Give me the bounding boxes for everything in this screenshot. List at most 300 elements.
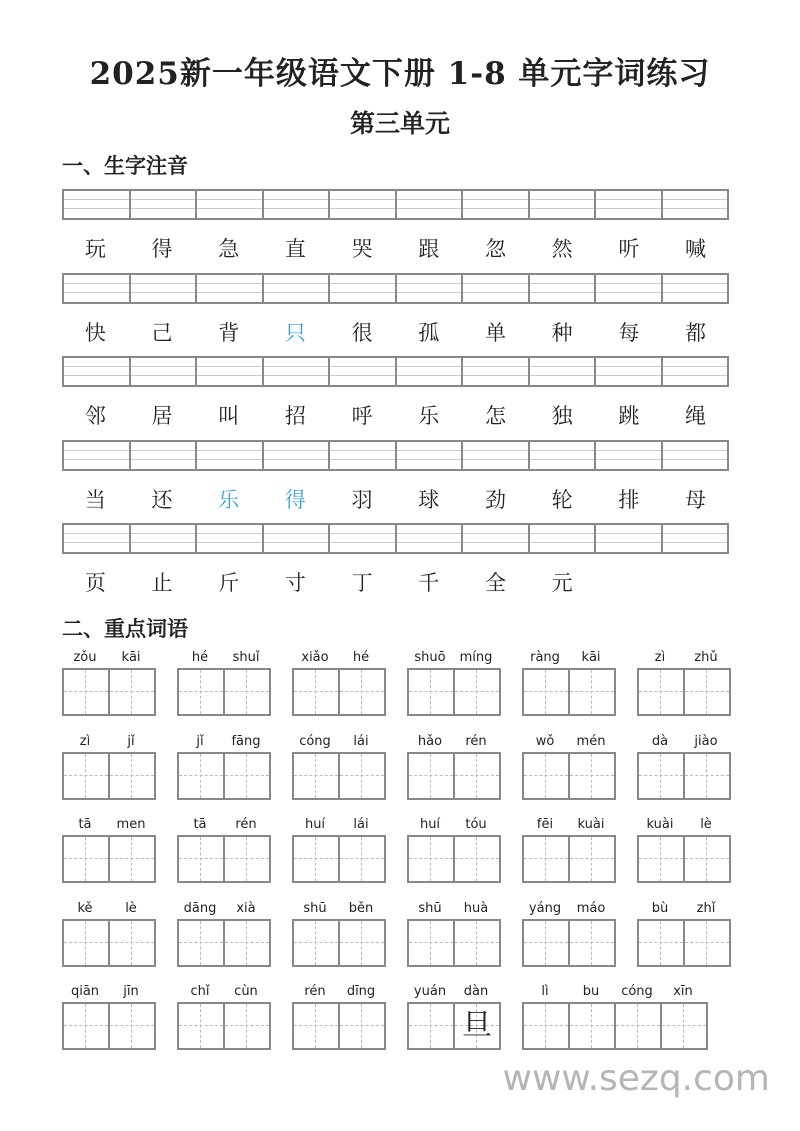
word-item	[62, 984, 156, 1050]
word-item	[177, 984, 271, 1050]
writing-box[interactable]	[340, 837, 384, 881]
pinyin-cell[interactable]	[264, 191, 331, 218]
word-item	[292, 901, 386, 967]
writing-box[interactable]	[639, 921, 685, 965]
word-item	[177, 817, 271, 883]
pinyin-label	[407, 984, 501, 1002]
character: 听	[618, 237, 640, 261]
character: 千	[418, 571, 440, 595]
writing-box[interactable]	[64, 1004, 110, 1048]
tianzige-boxes	[407, 668, 501, 716]
pinyin-syllable: shuō	[414, 650, 446, 665]
pinyin-cell[interactable]	[463, 442, 530, 469]
pinyin-syllable: dīng	[346, 984, 376, 999]
character: 喊	[685, 237, 707, 261]
writing-box[interactable]	[639, 837, 685, 881]
pinyin-cell[interactable]	[131, 442, 198, 469]
word-item	[292, 817, 386, 883]
writing-box[interactable]	[639, 670, 685, 714]
character-row	[62, 567, 729, 597]
writing-box[interactable]	[524, 837, 570, 881]
pinyin-cell[interactable]	[463, 275, 530, 302]
character: 玩	[84, 237, 106, 261]
writing-box[interactable]	[685, 837, 729, 881]
character: 种	[551, 320, 573, 345]
writing-box[interactable]	[570, 1004, 616, 1048]
pinyin-syllable: men	[116, 817, 146, 832]
word-item	[637, 817, 731, 883]
word-item	[522, 734, 616, 800]
pinyin-label	[62, 817, 156, 835]
writing-box[interactable]	[409, 1004, 455, 1048]
pinyin-cell[interactable]	[330, 275, 397, 302]
word-item	[407, 984, 501, 1050]
pinyin-syllable: běn	[348, 900, 374, 916]
pinyin-cell[interactable]	[330, 191, 397, 218]
pinyin-syllable: cóng	[299, 733, 331, 749]
pinyin-syllable: cùn	[234, 984, 258, 999]
character: 只	[284, 320, 306, 345]
word-item	[637, 901, 731, 967]
writing-box[interactable]	[179, 670, 225, 714]
character: 全	[484, 571, 506, 595]
word-item	[522, 817, 616, 883]
pinyin-label	[637, 901, 731, 919]
pinyin-label	[292, 984, 386, 1002]
character: 乐	[218, 487, 240, 512]
writing-box[interactable]	[570, 921, 614, 965]
character: 怎	[484, 404, 506, 428]
pinyin-syllable: xià	[236, 900, 256, 916]
character: 母	[685, 487, 707, 512]
tianzige-boxes	[292, 668, 386, 716]
unit-title: 第三单元	[349, 109, 450, 138]
pinyin-cell[interactable]	[397, 275, 464, 302]
pinyin-syllable: huí	[304, 817, 326, 832]
pinyin-syllable: lì	[541, 984, 549, 999]
tianzige-boxes	[177, 668, 271, 716]
character: 绳	[685, 404, 707, 428]
pinyin-cell[interactable]	[530, 358, 597, 385]
pinyin-syllable: dāng	[183, 900, 217, 916]
tianzige-boxes	[177, 752, 271, 800]
writing-box[interactable]	[225, 754, 269, 798]
pinyin-syllable: lái	[353, 733, 369, 749]
character: 得	[284, 487, 306, 512]
pinyin-syllable: bù	[651, 900, 669, 916]
character: 呼	[351, 404, 373, 428]
pinyin-syllable: kuài	[646, 817, 674, 832]
section-heading-words: 二、重点词语	[62, 616, 188, 641]
pinyin-cell[interactable]	[131, 275, 198, 302]
page-title: 2025新一年级语文下册 1-8 单元字词练习	[89, 56, 711, 92]
character: 背	[218, 320, 240, 345]
writing-box[interactable]	[294, 670, 340, 714]
pinyin-label	[637, 734, 731, 752]
pinyin-cell[interactable]	[64, 525, 131, 552]
pinyin-cell[interactable]	[397, 525, 464, 552]
character: 劲	[484, 487, 506, 512]
pinyin-syllable: shū	[418, 900, 442, 916]
pinyin-syllable: rén	[304, 984, 326, 999]
tianzige-boxes	[62, 752, 156, 800]
tianzige-boxes	[637, 835, 731, 883]
character: 直	[284, 237, 306, 261]
character: 轮	[551, 487, 573, 512]
character: 还	[151, 487, 173, 512]
writing-box[interactable]	[110, 921, 154, 965]
writing-box[interactable]	[110, 754, 154, 798]
pinyin-syllable: huí	[419, 817, 441, 832]
word-item	[407, 901, 501, 967]
pinyin-label	[62, 901, 156, 919]
pinyin-syllable: hǎo	[417, 733, 443, 749]
pinyin-cell[interactable]	[64, 442, 131, 469]
pinyin-label	[62, 734, 156, 752]
pinyin-syllable: yuán	[413, 984, 447, 999]
tianzige-boxes	[407, 835, 501, 883]
writing-box[interactable]	[294, 754, 340, 798]
pinyin-label	[177, 984, 271, 1002]
pinyin-label	[292, 650, 386, 668]
writing-box[interactable]	[225, 837, 269, 881]
word-item	[637, 650, 731, 716]
pinyin-syllable: dàn	[463, 984, 489, 999]
character: 跟	[418, 237, 440, 261]
tianzige-boxes	[637, 752, 731, 800]
word-item	[177, 650, 271, 716]
tianzige-boxes	[522, 835, 616, 883]
pinyin-label	[177, 901, 271, 919]
pinyin-syllable: hé	[352, 650, 370, 665]
pinyin-syllable: bu	[582, 984, 600, 999]
pinyin-syllable: wǒ	[535, 733, 555, 749]
writing-box[interactable]	[179, 921, 225, 965]
character-row	[62, 400, 729, 430]
word-item	[177, 901, 271, 967]
writing-box[interactable]	[685, 754, 729, 798]
character: 页	[84, 571, 106, 595]
character-row	[62, 317, 729, 347]
pinyin-cell[interactable]	[463, 358, 530, 385]
character-row	[62, 484, 729, 514]
tianzige-boxes	[522, 668, 616, 716]
character: 排	[618, 487, 640, 512]
character: 斤	[218, 571, 240, 595]
writing-box[interactable]	[340, 754, 384, 798]
writing-box[interactable]	[294, 921, 340, 965]
pinyin-syllable: tā	[193, 817, 207, 832]
pinyin-cell[interactable]	[131, 358, 198, 385]
pinyin-writing-grid[interactable]	[62, 440, 729, 471]
writing-box[interactable]	[179, 754, 225, 798]
character: 哭	[351, 237, 373, 261]
pinyin-syllable: kuài	[577, 817, 605, 832]
pinyin-cell[interactable]	[64, 275, 131, 302]
writing-box[interactable]	[685, 921, 729, 965]
pinyin-label	[62, 650, 156, 668]
pinyin-writing-grid[interactable]	[62, 356, 729, 387]
pinyin-label	[292, 817, 386, 835]
character: 居	[151, 404, 173, 428]
pinyin-syllable: lái	[353, 817, 369, 832]
pinyin-cell[interactable]	[530, 191, 597, 218]
writing-box[interactable]	[455, 921, 499, 965]
writing-box[interactable]	[110, 1004, 154, 1048]
watermark: www.sezq.com	[502, 1058, 770, 1099]
writing-box[interactable]	[570, 754, 614, 798]
character: 急	[218, 237, 240, 261]
pinyin-cell[interactable]	[596, 525, 663, 552]
tianzige-boxes	[62, 919, 156, 967]
character: 羽	[351, 487, 373, 512]
pinyin-cell[interactable]	[197, 358, 264, 385]
writing-box[interactable]	[179, 837, 225, 881]
word-item	[522, 650, 616, 716]
tianzige-boxes	[522, 919, 616, 967]
writing-box[interactable]	[455, 837, 499, 881]
pinyin-syllable: cóng	[621, 984, 653, 999]
pinyin-syllable: rén	[235, 817, 257, 832]
writing-box[interactable]	[409, 837, 455, 881]
pinyin-cell[interactable]	[64, 191, 131, 218]
pinyin-cell[interactable]	[663, 358, 728, 385]
writing-box[interactable]	[524, 670, 570, 714]
pinyin-syllable: shuǐ	[232, 650, 260, 665]
pinyin-syllable: yáng	[528, 900, 562, 916]
writing-box[interactable]	[225, 921, 269, 965]
pinyin-cell[interactable]	[264, 358, 331, 385]
section-heading-characters: 一、生字注音	[62, 153, 188, 178]
pinyin-syllable: fēi	[536, 817, 554, 832]
writing-box[interactable]	[662, 1004, 706, 1048]
pinyin-label	[407, 901, 501, 919]
tianzige-boxes	[292, 835, 386, 883]
word-item	[407, 734, 501, 800]
writing-box[interactable]	[616, 1004, 662, 1048]
writing-box[interactable]	[455, 754, 499, 798]
pinyin-cell[interactable]	[663, 275, 728, 302]
pinyin-cell[interactable]	[663, 525, 728, 552]
character-row	[62, 233, 729, 263]
pinyin-syllable: xiǎo	[301, 650, 329, 665]
pinyin-syllable: kě	[77, 900, 93, 916]
pinyin-cell[interactable]	[596, 358, 663, 385]
word-item	[177, 734, 271, 800]
writing-box[interactable]	[570, 837, 614, 881]
word-item	[292, 734, 386, 800]
writing-box[interactable]	[570, 670, 614, 714]
character: 跳	[618, 404, 640, 428]
pinyin-writing-grid[interactable]	[62, 523, 729, 554]
character: 得	[151, 237, 173, 261]
filled-character: 旦	[462, 1008, 492, 1043]
character: 孤	[418, 320, 440, 345]
pinyin-cell[interactable]	[596, 275, 663, 302]
character: 球	[418, 487, 440, 512]
writing-box[interactable]	[524, 921, 570, 965]
tianzige-boxes	[62, 1002, 156, 1050]
pinyin-label	[522, 650, 616, 668]
pinyin-syllable: zhǐ	[696, 900, 716, 916]
character: 快	[84, 320, 106, 345]
pinyin-syllable: zǒu	[73, 650, 97, 665]
character: 单	[484, 320, 506, 345]
word-item	[407, 650, 501, 716]
pinyin-cell[interactable]	[330, 358, 397, 385]
word-item	[637, 734, 731, 800]
writing-box[interactable]	[639, 754, 685, 798]
pinyin-cell[interactable]	[596, 442, 663, 469]
pinyin-syllable: jiào	[694, 733, 718, 749]
tianzige-boxes	[177, 1002, 271, 1050]
pinyin-label	[407, 650, 501, 668]
writing-box[interactable]	[225, 670, 269, 714]
character: 邻	[84, 404, 106, 428]
pinyin-cell[interactable]	[330, 525, 397, 552]
pinyin-label	[522, 984, 708, 1002]
character: 然	[551, 237, 573, 261]
word-item	[62, 734, 156, 800]
writing-box[interactable]	[64, 837, 110, 881]
pinyin-cell[interactable]	[663, 191, 728, 218]
pinyin-cell[interactable]	[530, 525, 597, 552]
pinyin-cell[interactable]	[330, 442, 397, 469]
tianzige-boxes	[62, 835, 156, 883]
word-item	[522, 901, 616, 967]
writing-box[interactable]	[340, 921, 384, 965]
writing-box[interactable]	[294, 837, 340, 881]
character: 独	[551, 404, 573, 428]
tianzige-boxes	[407, 919, 501, 967]
pinyin-label	[637, 817, 731, 835]
pinyin-writing-grid[interactable]	[62, 273, 729, 304]
pinyin-syllable: dà	[651, 733, 669, 749]
word-item	[292, 650, 386, 716]
character: 止	[151, 571, 173, 595]
pinyin-syllable: rén	[465, 733, 487, 749]
writing-box[interactable]	[340, 1004, 384, 1048]
pinyin-label	[62, 984, 156, 1002]
pinyin-syllable: chǐ	[190, 984, 210, 999]
writing-box[interactable]	[179, 1004, 225, 1048]
pinyin-cell[interactable]	[264, 275, 331, 302]
writing-box[interactable]	[685, 670, 729, 714]
character: 寸	[284, 571, 306, 595]
pinyin-syllable: lè	[125, 900, 137, 916]
writing-box[interactable]	[524, 754, 570, 798]
word-item	[407, 817, 501, 883]
word-item	[62, 650, 156, 716]
pinyin-syllable: qiān	[70, 984, 100, 999]
pinyin-cell[interactable]	[264, 442, 331, 469]
writing-box[interactable]	[409, 754, 455, 798]
pinyin-syllable: zhǔ	[694, 650, 718, 665]
tianzige-boxes	[407, 752, 501, 800]
tianzige-boxes	[292, 752, 386, 800]
character: 己	[151, 320, 173, 345]
pinyin-label	[522, 901, 616, 919]
character: 忽	[484, 237, 506, 261]
pinyin-syllable: máo	[576, 900, 606, 916]
writing-box[interactable]	[64, 921, 110, 965]
tianzige-boxes	[62, 668, 156, 716]
pinyin-cell[interactable]	[397, 191, 464, 218]
writing-box[interactable]	[294, 1004, 340, 1048]
pinyin-cell[interactable]	[530, 275, 597, 302]
tianzige-boxes	[637, 668, 731, 716]
pinyin-cell[interactable]	[463, 191, 530, 218]
pinyin-cell[interactable]	[197, 525, 264, 552]
pinyin-cell[interactable]	[397, 442, 464, 469]
character: 元	[551, 571, 573, 595]
pinyin-label	[177, 734, 271, 752]
pinyin-writing-grid[interactable]	[62, 189, 729, 220]
pinyin-cell[interactable]	[131, 525, 198, 552]
pinyin-cell[interactable]	[596, 191, 663, 218]
writing-box[interactable]	[64, 754, 110, 798]
pinyin-syllable: ràng	[530, 650, 560, 665]
pinyin-cell[interactable]	[131, 191, 198, 218]
tianzige-boxes	[177, 835, 271, 883]
writing-box[interactable]	[110, 670, 154, 714]
character: 招	[284, 404, 306, 428]
writing-box[interactable]	[524, 1004, 570, 1048]
writing-box[interactable]	[225, 1004, 269, 1048]
pinyin-syllable: zì	[654, 650, 666, 665]
pinyin-label	[292, 901, 386, 919]
writing-box[interactable]	[409, 670, 455, 714]
pinyin-cell[interactable]	[397, 358, 464, 385]
character: 都	[685, 320, 707, 345]
writing-box[interactable]	[409, 921, 455, 965]
pinyin-syllable: fāng	[231, 733, 261, 749]
pinyin-cell[interactable]	[264, 525, 331, 552]
pinyin-syllable: huà	[463, 900, 489, 916]
word-item	[62, 817, 156, 883]
pinyin-cell[interactable]	[663, 442, 728, 469]
writing-box[interactable]	[455, 670, 499, 714]
pinyin-cell[interactable]	[197, 275, 264, 302]
pinyin-cell[interactable]	[197, 191, 264, 218]
word-item	[62, 901, 156, 967]
pinyin-syllable: míng	[459, 650, 493, 665]
pinyin-label	[637, 650, 731, 668]
writing-box[interactable]	[64, 670, 110, 714]
pinyin-cell[interactable]	[463, 525, 530, 552]
character: 当	[84, 487, 106, 512]
pinyin-syllable: xīn	[673, 984, 693, 999]
character: 每	[618, 320, 640, 345]
pinyin-syllable: jǐ	[127, 733, 135, 749]
pinyin-cell[interactable]	[530, 442, 597, 469]
character: 乐	[418, 404, 440, 428]
writing-box[interactable]	[455, 1004, 499, 1048]
pinyin-syllable: jīn	[123, 984, 139, 999]
pinyin-label	[522, 734, 616, 752]
word-item	[292, 984, 386, 1050]
tianzige-boxes	[637, 919, 731, 967]
pinyin-label	[522, 817, 616, 835]
pinyin-label	[177, 817, 271, 835]
pinyin-cell[interactable]	[64, 358, 131, 385]
pinyin-syllable: mén	[576, 733, 606, 749]
pinyin-label	[407, 817, 501, 835]
pinyin-syllable: zì	[79, 733, 91, 749]
pinyin-cell[interactable]	[197, 442, 264, 469]
writing-box[interactable]	[110, 837, 154, 881]
writing-box[interactable]	[340, 670, 384, 714]
